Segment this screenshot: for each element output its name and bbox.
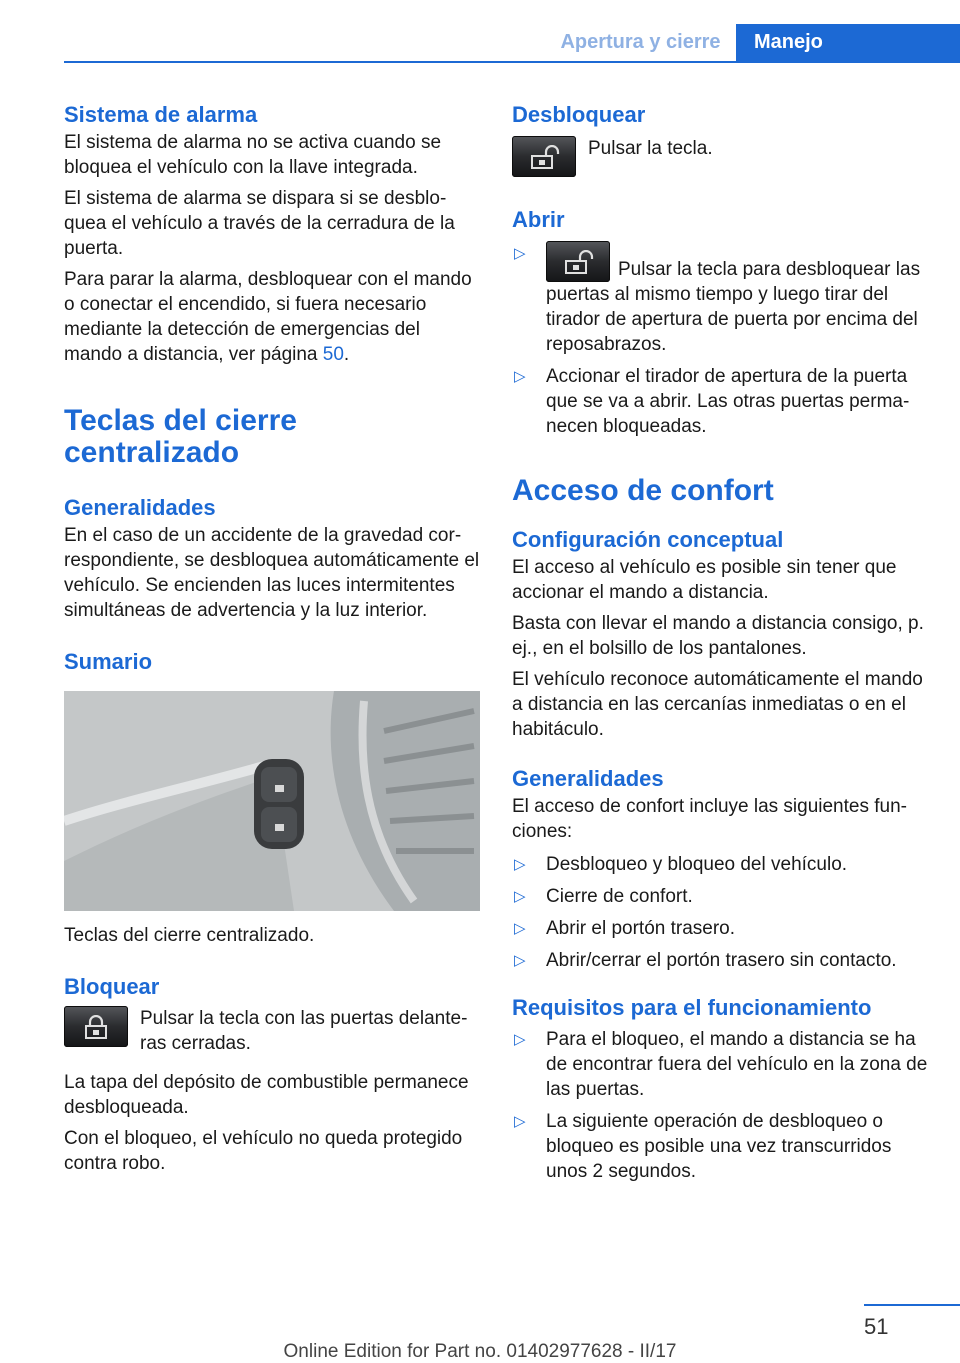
left-column bbox=[64, 100, 480, 1182]
generalidades-2-heading: Generalidades bbox=[512, 766, 664, 791]
list-item bbox=[512, 1027, 928, 1102]
alarm-paragraph-2: El sistema de alarma se dispara si se desbloquea el vehículo a través de la cerradura de la puerta. bbox=[64, 188, 455, 259]
list-item bbox=[512, 1109, 928, 1184]
header-section-tab: Apertura y cierre bbox=[560, 31, 721, 53]
generalidades-paragraph: En el caso de un accidente de la gravedad correspondiente, se desbloquea automáticamente el vehículo. Se encienden las luces intermitentes simultáneas de advertencia y la luz interior. bbox=[64, 525, 480, 621]
bloquear-row bbox=[64, 1006, 480, 1056]
abrir-list bbox=[512, 241, 928, 439]
unlock-button-icon bbox=[546, 241, 610, 282]
function-item: Desbloqueo y bloqueo del vehículo. bbox=[546, 854, 848, 875]
list-item bbox=[512, 948, 928, 973]
alarm-heading: Sistema de alarma bbox=[64, 102, 258, 127]
desbloquear-row bbox=[512, 136, 928, 177]
alarm-paragraph-3-text: Para parar la alarma, desbloquear con el mando o conectar el encendido, si fuera necesario mediante la detección de emergencias del mando a distancia, ver página bbox=[64, 269, 472, 365]
abrir-item-1: Pulsar la tecla para desbloquear las puertas al mismo tiempo y luego tirar del tirador de apertura de puerta por encima del reposabrazos. bbox=[546, 259, 921, 355]
function-item: Abrir/cerrar el portón trasero sin contacto. bbox=[546, 950, 897, 971]
list-item bbox=[512, 852, 928, 877]
bloquear-paragraph-1: La tapa del depósito de combustible permanece desbloqueada. bbox=[64, 1072, 469, 1118]
list-item bbox=[512, 364, 928, 439]
bloquear-text: Pulsar la tecla con las puertas delanteras cerradas. bbox=[140, 1008, 468, 1054]
list-item bbox=[512, 916, 928, 941]
triangle-bullet-icon: ▷ bbox=[514, 920, 526, 937]
config-heading: Configuración conceptual bbox=[512, 527, 784, 552]
alarm-paragraph-3-end: . bbox=[343, 344, 350, 365]
desbloquear-heading: Desbloquear bbox=[512, 102, 646, 127]
list-item bbox=[512, 884, 928, 909]
photo-caption: Teclas del cierre centralizado. bbox=[64, 925, 315, 946]
config-paragraph-1: El acceso al vehículo es posible sin tener que accionar el mando a distancia. bbox=[512, 557, 897, 603]
desbloquear-text: Pulsar la tecla. bbox=[588, 138, 713, 159]
header-rule bbox=[64, 61, 960, 63]
bloquear-paragraph-2: Con el bloqueo, el vehículo no queda protegido contra robo. bbox=[64, 1128, 463, 1174]
footer-rule bbox=[864, 1304, 960, 1306]
requirement-item: La siguiente operación de desbloqueo o bloqueo es posible una vez transcurridos unos 2 segundos. bbox=[546, 1111, 892, 1182]
config-paragraph-3: El vehículo reconoce automáticamente el mando a distancia en las cercanías inmediatas o en el habitáculo. bbox=[512, 669, 923, 740]
right-column bbox=[512, 100, 928, 1191]
lock-button-icon bbox=[64, 1006, 128, 1047]
config-paragraph-2: Basta con llevar el mando a distancia consigo, p. ej., en el bolsillo de los pantalones. bbox=[512, 613, 924, 659]
bloquear-heading: Bloquear bbox=[64, 974, 160, 999]
list-item bbox=[512, 241, 928, 357]
triangle-bullet-icon: ▷ bbox=[514, 368, 526, 385]
triangle-bullet-icon: ▷ bbox=[514, 856, 526, 873]
triangle-bullet-icon: ▷ bbox=[514, 888, 526, 905]
edition-note: Online Edition for Part no. 01402977628 - II/17 bbox=[283, 1341, 677, 1362]
functions-list bbox=[512, 852, 928, 973]
requisitos-heading: Requisitos para el funcionamiento bbox=[512, 995, 872, 1020]
confort-heading: Acceso de confort bbox=[512, 474, 774, 507]
door-photo-illustration bbox=[64, 691, 480, 911]
function-item: Abrir el portón trasero. bbox=[546, 918, 736, 939]
function-item: Cierre de confort. bbox=[546, 886, 693, 907]
sumario-heading: Sumario bbox=[64, 649, 153, 674]
triangle-bullet-icon: ▷ bbox=[514, 245, 526, 262]
unlock-button-icon bbox=[512, 136, 576, 177]
header-chapter-tab: Manejo bbox=[736, 24, 960, 61]
triangle-bullet-icon: ▷ bbox=[514, 1031, 526, 1048]
requirement-item: Para el bloqueo, el mando a distancia se ha de encontrar fuera del vehículo en la zona de las puertas. bbox=[546, 1029, 928, 1100]
generalidades-heading: Generalidades bbox=[64, 495, 216, 520]
triangle-bullet-icon: ▷ bbox=[514, 952, 526, 969]
alarm-paragraph-3 bbox=[64, 267, 480, 367]
teclas-heading: Teclas del cierre centralizado bbox=[64, 404, 297, 469]
abrir-item-2: Accionar el tirador de apertura de la puerta que se va a abrir. Las otras puertas permanecen bloqueadas. bbox=[546, 366, 910, 437]
page-number: 51 bbox=[864, 1314, 889, 1339]
page-link[interactable]: 50 bbox=[322, 344, 344, 365]
abrir-heading: Abrir bbox=[512, 207, 565, 232]
generalidades-2-paragraph: El acceso de confort incluye las siguientes funciones: bbox=[512, 796, 907, 842]
triangle-bullet-icon: ▷ bbox=[514, 1113, 526, 1130]
requirements-list bbox=[512, 1027, 928, 1184]
door-buttons-photo bbox=[64, 691, 480, 911]
alarm-paragraph-1: El sistema de alarma no se activa cuando se bloquea el vehículo con la llave integrada. bbox=[64, 132, 442, 178]
